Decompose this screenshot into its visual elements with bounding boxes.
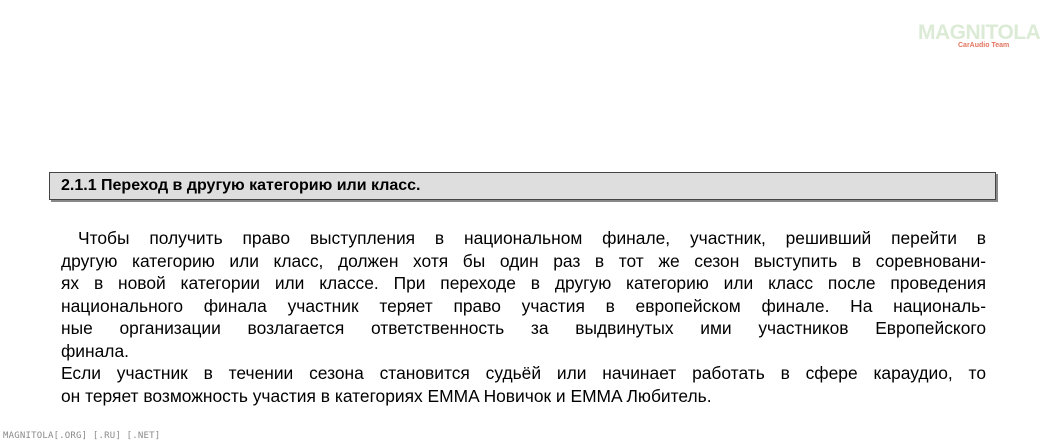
paragraph-line: он теряет возможность участия в категориях EMMA Новичок и EMMA Любитель. bbox=[61, 385, 712, 406]
paragraph-line: ные организации возлагается ответственность за выдвинутых ими участников Европейского bbox=[61, 318, 986, 338]
footer-watermark: MAGNITOLA[.ORG] [.RU] [.NET] bbox=[3, 431, 161, 441]
logo-wordmark: MAGNITOLA bbox=[918, 21, 1040, 44]
magnitola-logo bbox=[918, 21, 1040, 50]
paragraph-line: другую категорию или класс, должен хотя бы один раз в тот же сезон выступить в соревновани- bbox=[61, 250, 986, 271]
paragraph-line: национального финала участник теряет право участия в европейском финале. На националь- bbox=[61, 295, 986, 316]
paragraph-line: Чтобы получить право выступления в национальном финале, участник, решивший перейти в bbox=[78, 228, 986, 248]
section-heading: 2.1.1 Переход в другую категорию или класс. bbox=[61, 177, 421, 194]
section-heading-box bbox=[49, 172, 996, 200]
section-body bbox=[61, 227, 986, 407]
logo-tagline: CarAudio Team bbox=[958, 42, 1010, 49]
paragraph-line: ях в новой категории или классе. При переходе в другую категорию или класс после проведения bbox=[61, 273, 986, 293]
paragraph-line: Если участник в течении сезона становится судьёй или начинает работать в сфере караудио, то bbox=[61, 363, 986, 383]
paragraph-line: финала. bbox=[61, 340, 129, 361]
